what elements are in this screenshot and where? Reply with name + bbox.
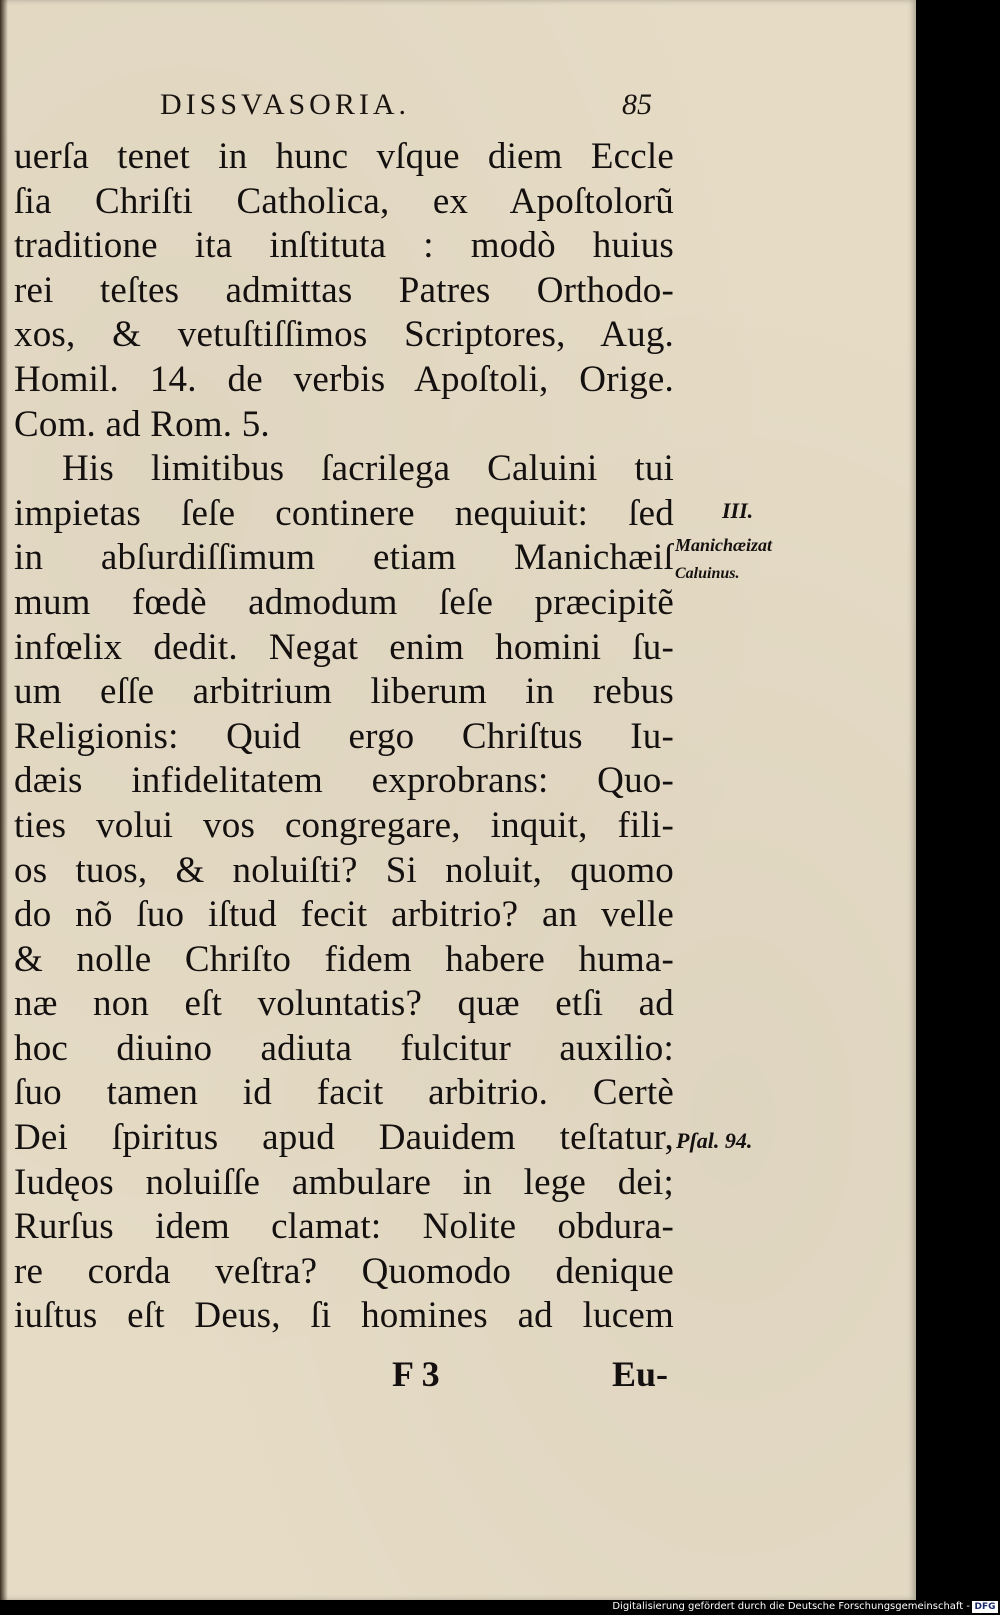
text-line: næ non eſt voluntatis? quæ etſi ad (14, 983, 674, 1025)
margin-note-number: III. (722, 498, 754, 523)
text-line: um eſſe arbitrium liberum in rebus (14, 671, 674, 713)
footer-credit: Digitalisierung gefördert durch die Deutsche Forschungsgemeinschaft - (612, 1601, 970, 1612)
text-line: ſuo tamen id facit arbitrio. Certè (14, 1072, 674, 1114)
text-line: Iudęos noluiſſe ambulare in lege dei; (14, 1161, 674, 1203)
text-line: uerſa tenet in hunc vſque diem Eccle (14, 136, 674, 177)
margin-note-psalm: Pſal. 94. (676, 1128, 753, 1153)
text-line: re corda veſtra? Quomodo denique (14, 1250, 674, 1292)
signature-mark: F 3 (392, 1354, 440, 1394)
body-text (14, 135, 674, 1339)
text-line: & nolle Chriſto fidem habere huma- (14, 938, 674, 980)
margin-note-manichaeizat: Manichæizat (675, 535, 773, 555)
text-line: Religionis: Quid ergo Chriſtus Iu- (14, 715, 674, 757)
text-line: do nõ ſuo iſtud fecit arbitrio? an velle (14, 894, 674, 936)
catchword: Eu- (612, 1354, 669, 1394)
text-line: His limitibus ſacrilega Caluini tui (62, 448, 674, 490)
page-number: 85 (622, 88, 652, 121)
text-line: Rurſus idem clamat: Nolite obdura- (14, 1206, 674, 1248)
text-line: in abſurdiſſimum etiam Manichæiſ (14, 537, 674, 579)
text-line: ties volui vos congregare, inquit, fili- (14, 804, 674, 846)
text-line: iuſtus eſt Deus, ſi homines ad lucem (14, 1295, 674, 1337)
text-line: Dei ſpiritus apud Dauidem teſtatur, (14, 1117, 674, 1159)
margin-note-caluinus: Caluinus. (675, 565, 740, 582)
text-line: traditione ita inſtituta : modò huius (14, 225, 674, 267)
text-line: dæis infidelitatem exprobrans: Quo- (14, 760, 674, 802)
text-line: infœlix dedit. Negat enim homini ſu- (14, 626, 674, 668)
text-line: impietas ſeſe continere nequiuit: ſed (14, 492, 674, 534)
page-binding-shadow (0, 0, 8, 1600)
text-line: os tuos, & noluiſti? Si noluit, quomo (14, 849, 674, 891)
running-head: DISSVASORIA. (160, 88, 411, 121)
dfg-logo: DFG (972, 1601, 998, 1613)
text-line: mum fœdè admodum ſeſe præcipitẽ (14, 581, 674, 623)
text-line: Com. ad Rom. 5. (14, 403, 270, 445)
text-line: hoc diuino adiuta fulcitur auxilio: (14, 1027, 674, 1069)
text-line: ſia Chriſti Catholica, ex Apoſtolorũ (14, 180, 674, 222)
text-line: Homil. 14. de verbis Apoſtoli, Orige. (14, 358, 674, 400)
text-line: rei teſtes admittas Patres Orthodo- (14, 269, 674, 311)
text-line: xos, & vetuſtiſſimos Scriptores, Aug. (14, 314, 674, 356)
